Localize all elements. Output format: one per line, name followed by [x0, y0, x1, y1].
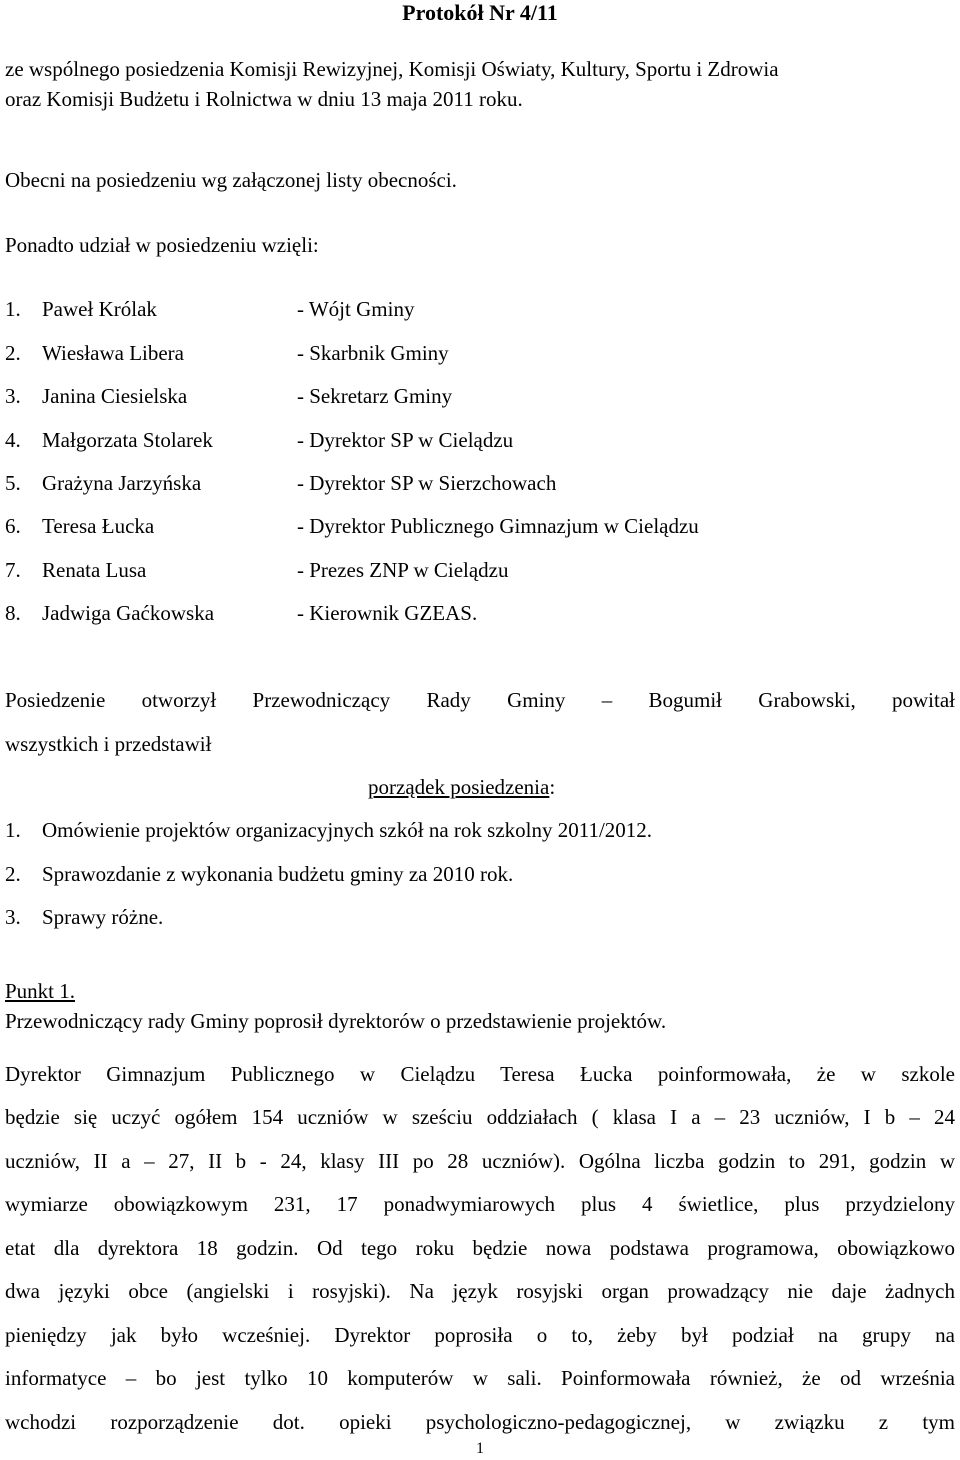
attendance-present: Obecni na posiedzeniu wg załączonej listy obecności.: [5, 168, 457, 192]
attendee-name: Teresa Łucka: [42, 514, 155, 538]
agenda-item: Omówienie projektów organizacyjnych szkół na rok szkolny 2011/2012.: [42, 818, 653, 842]
intro-line-1: ze wspólnego posiedzenia Komisji Rewizyjnej, Komisji Oświaty, Kultury, Sportu i Zdrowia: [5, 57, 779, 81]
attendee-number: 7.: [5, 558, 21, 582]
attendee-role: - Dyrektor Publicznego Gimnazjum w Cielądzu: [297, 514, 699, 538]
paragraph-line: pieniędzy jak było wcześniej. Dyrektor poprosiła o to, żeby był podział na grupy na: [5, 1323, 955, 1347]
agenda-heading-colon: :: [549, 775, 556, 799]
opening-line-2: wszystkich i przedstawił: [5, 732, 212, 756]
attendee-role: - Prezes ZNP w Cielądzu: [297, 558, 509, 582]
attendee-number: 4.: [5, 428, 21, 452]
agenda-number: 2.: [5, 862, 21, 886]
attendee-name: Małgorzata Stolarek: [42, 428, 213, 452]
attendee-number: 6.: [5, 514, 21, 538]
agenda-heading: [368, 775, 555, 800]
paragraph-line: informatyce – bo jest tylko 10 komputerów w sali. Poinformowała również, że od września: [5, 1366, 955, 1390]
attendee-name: Jadwiga Gaćkowska: [42, 601, 215, 625]
attendee-role: - Skarbnik Gminy: [297, 341, 449, 365]
attendee-name: Janina Ciesielska: [42, 384, 188, 408]
attendee-name: Renata Lusa: [42, 558, 147, 582]
point1-line: Przewodniczący rady Gminy poprosił dyrektorów o przedstawienie projektów.: [5, 1009, 667, 1033]
agenda-number: 1.: [5, 818, 21, 842]
attendee-role: - Dyrektor SP w Cielądzu: [297, 428, 514, 452]
attendee-name: Paweł Królak: [42, 297, 157, 321]
paragraph-line: będzie się uczyć ogółem 154 uczniów w sześciu oddziałach ( klasa I a – 23 uczniów, I b – 24: [5, 1105, 955, 1129]
paragraph-line: Dyrektor Gimnazjum Publicznego w Cielądzu Teresa Łucka poinformowała, że w szkole: [5, 1062, 955, 1086]
attendee-number: 3.: [5, 384, 21, 408]
agenda-number: 3.: [5, 905, 21, 929]
attendee-number: 5.: [5, 471, 21, 495]
paragraph-line: uczniów, II a – 27, II b - 24, klasy III po 28 uczniów). Ogólna liczba godzin to 291, godzin w: [5, 1149, 955, 1173]
attendee-role: - Wójt Gminy: [297, 297, 415, 321]
attendee-name: Grażyna Jarzyńska: [42, 471, 202, 495]
opening-line-1: Posiedzenie otworzył Przewodniczący Rady Gminy – Bogumił Grabowski, powitał: [5, 688, 955, 712]
attendee-role: - Dyrektor SP w Sierzchowach: [297, 471, 557, 495]
attendee-role: - Kierownik GZEAS.: [297, 601, 478, 625]
agenda-item: Sprawozdanie z wykonania budżetu gminy za 2010 rok.: [42, 862, 514, 886]
agenda-heading-text: porządek posiedzenia: [368, 775, 550, 799]
paragraph-line: wymiarze obowiązkowym 231, 17 ponadwymiarowych plus 4 świetlice, plus przydzielony: [5, 1192, 955, 1216]
attendee-number: 2.: [5, 341, 21, 365]
intro-line-2: oraz Komisji Budżetu i Rolnictwa w dniu 13 maja 2011 roku.: [5, 87, 523, 111]
attendee-role: - Sekretarz Gminy: [297, 384, 453, 408]
agenda-item: Sprawy różne.: [42, 905, 164, 929]
attendee-number: 8.: [5, 601, 21, 625]
point1-heading: Punkt 1.: [5, 979, 76, 1003]
attendance-also: Ponadto udział w posiedzeniu wzięli:: [5, 233, 319, 257]
attendee-number: 1.: [5, 297, 21, 321]
paragraph-line: wchodzi rozporządzenie dot. opieki psychologiczno-pedagogicznej, w związku z tym: [5, 1410, 955, 1434]
document-title: Protokół Nr 4/11: [402, 0, 558, 25]
attendee-name: Wiesława Libera: [42, 341, 184, 365]
paragraph-line: etat dla dyrektora 18 godzin. Od tego roku będzie nowa podstawa programowa, obowiązkowo: [5, 1236, 955, 1260]
paragraph-line: dwa języki obce (angielski i rosyjski). Na język rosyjski organ prowadzący nie daje żadnych: [5, 1279, 955, 1303]
page-number: 1: [476, 1440, 484, 1457]
